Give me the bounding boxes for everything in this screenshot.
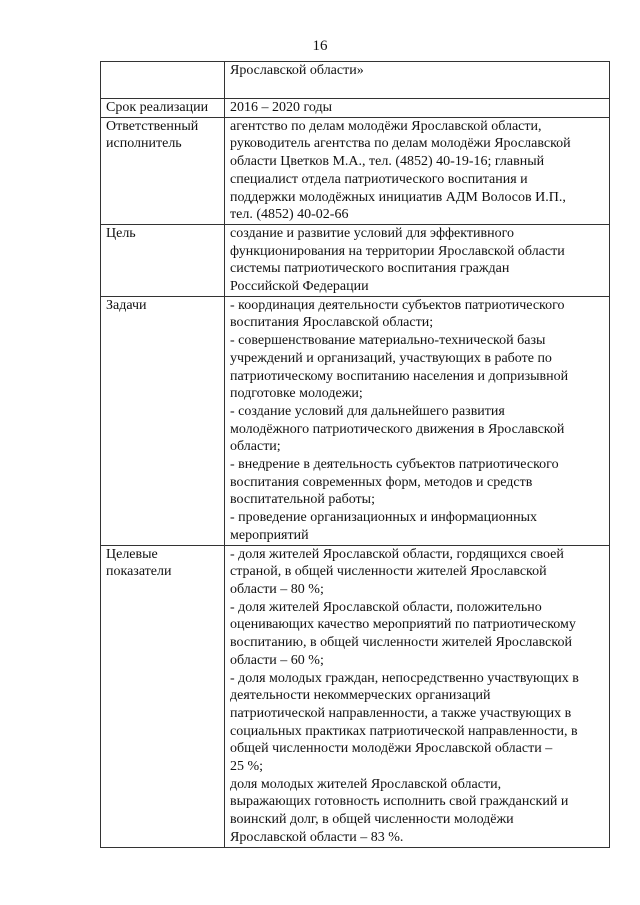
row-value-cell	[225, 296, 610, 545]
row-value-line: страной, в общей численности жителей Ярославской	[230, 564, 547, 580]
table-row	[101, 62, 610, 99]
row-label-cell	[101, 99, 225, 118]
row-value-line: тел. (4852) 40-02-66	[230, 207, 349, 223]
row-value-line: воспитания Ярославской области;	[230, 315, 434, 331]
row-value-line: - создание условий для дальнейшего развития	[230, 403, 505, 419]
row-value-line: области;	[230, 439, 281, 455]
row-value-line: общей численности молодёжи Ярославской области –	[230, 741, 553, 757]
table-row	[101, 296, 610, 545]
table-row	[101, 99, 610, 118]
row-value-line: создание и развитие условий для эффективного	[230, 225, 514, 241]
row-value-cell	[225, 62, 610, 99]
row-label-cell	[101, 545, 225, 847]
row-value-cell	[225, 117, 610, 224]
row-value-line: воинский долг, в общей численности молодёжи	[230, 812, 514, 828]
row-value-line: патриотической направленности, а также участвующих в	[230, 705, 572, 721]
row-value-line: выражающих готовность исполнить свой гражданский и	[230, 794, 569, 810]
row-value-line: специалист отдела патриотического воспитания и	[230, 171, 528, 187]
row-value-line: 25 %;	[230, 759, 264, 775]
row-value-line: - совершенствование материально-технической базы	[230, 333, 546, 349]
row-value-line: - внедрение в деятельность субъектов патриотического	[230, 457, 559, 473]
row-value-line: - проведение организационных и информационных	[230, 510, 537, 526]
row-label-line: Срок реализации	[106, 100, 209, 115]
row-value-line: патриотическому воспитанию населения и допризывной	[230, 368, 569, 384]
row-label-line: Цель	[106, 225, 136, 241]
row-value-line: мероприятий	[230, 527, 309, 543]
row-label-line: исполнитель	[106, 136, 182, 152]
row-value-line: 2016 – 2020 годы	[230, 100, 333, 115]
program-passport-table	[100, 61, 610, 848]
row-value-line: - доля молодых граждан, непосредственно участвующих в	[230, 670, 579, 686]
row-value-line: области – 80 %;	[230, 581, 324, 597]
row-value-cell	[225, 224, 610, 296]
row-value-line: области Цветков М.А., тел. (4852) 40-19-16; главный	[230, 154, 545, 170]
row-value-cell	[225, 99, 610, 118]
row-label-line: Ответственный	[106, 118, 199, 134]
row-value-line: - доля жителей Ярославской области, гордящихся своей	[230, 546, 564, 562]
row-value-line: Ярославской области – 83 %.	[230, 829, 404, 845]
row-value-line: - координация деятельности субъектов патриотического	[230, 297, 565, 313]
row-value-line: агентство по делам молодёжи Ярославской области,	[230, 118, 542, 134]
row-value-line: воспитательной работы;	[230, 492, 375, 508]
row-value-line: оценивающих качество мероприятий по патриотическому	[230, 617, 576, 633]
row-value-line: социальных практиках патриотической направленности, в	[230, 723, 578, 739]
row-value-line: системы патриотического воспитания граждан	[230, 261, 510, 277]
row-value-line: доля молодых жителей Ярославской области,	[230, 776, 502, 792]
row-value-line: учреждений и организаций, участвующих в работе по	[230, 350, 552, 366]
page-number: 16	[312, 38, 328, 54]
row-label-cell	[101, 224, 225, 296]
row-value-line: поддержки молодёжных инициатив АДМ Волосов И.П.,	[230, 189, 566, 205]
row-value-line: Ярославской области»	[230, 63, 364, 78]
table-row	[101, 545, 610, 847]
row-value-line: воспитанию, в общей численности жителей Ярославской	[230, 635, 572, 651]
row-label-line: Целевые	[106, 546, 158, 562]
row-value-line: руководитель агентства по делам молодёжи Ярославской	[230, 136, 571, 152]
row-value-line: деятельности некоммерческих организаций	[230, 688, 491, 704]
row-label-cell	[101, 62, 225, 99]
row-value-line: молодёжного патриотического движения в Ярославской	[230, 421, 565, 437]
table-row	[101, 224, 610, 296]
row-label-line: Задачи	[106, 297, 147, 313]
row-label-cell	[101, 296, 225, 545]
row-value-line: - доля жителей Ярославской области, положительно	[230, 599, 542, 615]
row-value-line: области – 60 %;	[230, 652, 324, 668]
row-value-line: функционирования на территории Ярославской области	[230, 243, 565, 259]
row-value-line: Российской Федерации	[230, 279, 369, 295]
row-value-line: подготовке молодежи;	[230, 386, 363, 402]
row-label-cell	[101, 117, 225, 224]
row-label-line: показатели	[106, 564, 172, 580]
row-value-line: воспитания современных форм, методов и средств	[230, 474, 533, 490]
table-row	[101, 117, 610, 224]
row-value-cell	[225, 545, 610, 847]
